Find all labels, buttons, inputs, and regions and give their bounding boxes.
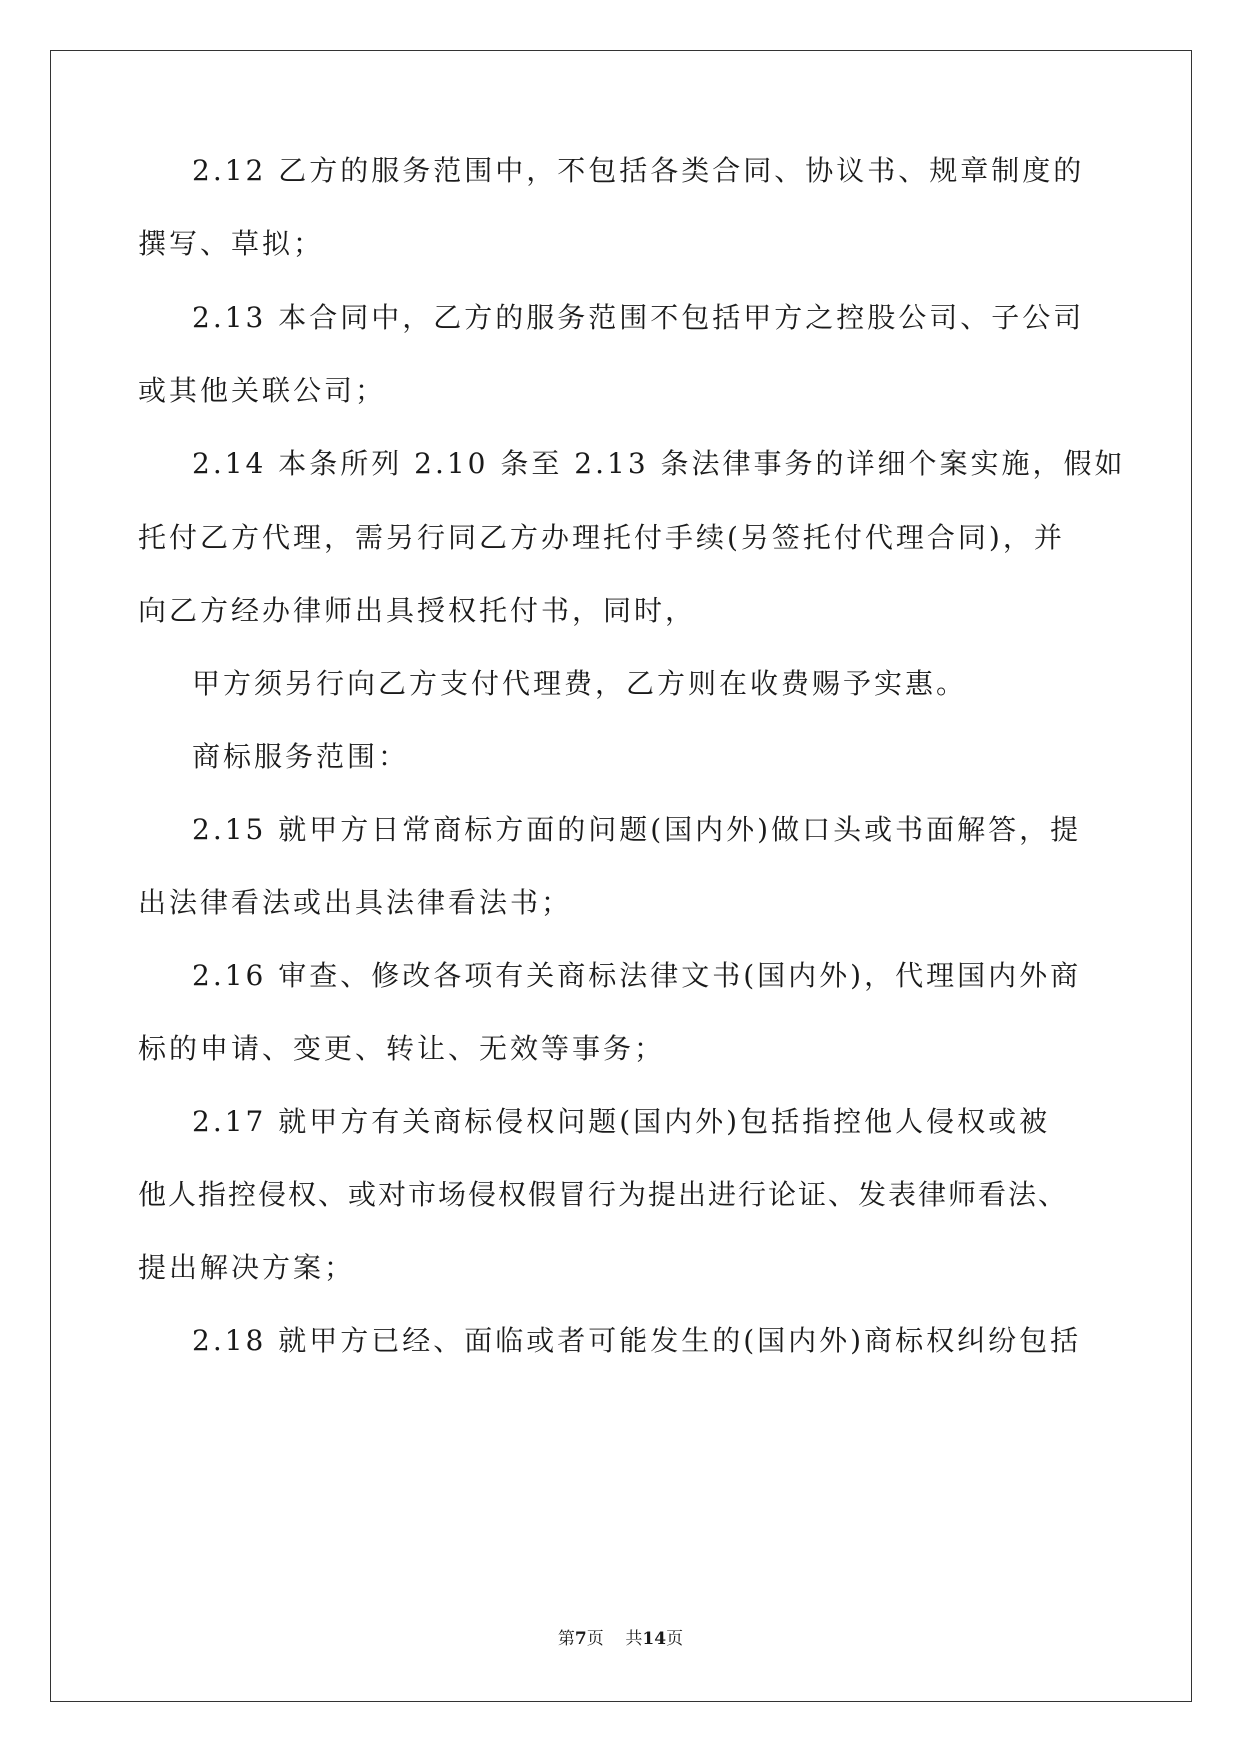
footer-total-pages: 14 bbox=[642, 1629, 667, 1649]
text-line-8: 甲方须另行向乙方支付代理费，乙方则在收费赐予实惠。 bbox=[192, 667, 968, 700]
text-line-2: 撰写、草拟； bbox=[138, 227, 325, 260]
text-line-15: 他人指控侵权、或对市场侵权假冒行为提出进行论证、发表律师看法、 bbox=[138, 1178, 1069, 1211]
text-line-17: 2.18 就甲方已经、面临或者可能发生的(国内外)商标权纠纷包括 bbox=[192, 1324, 1082, 1357]
footer-total-suffix: 页 bbox=[666, 1629, 684, 1649]
text-line-16: 提出解决方案； bbox=[138, 1251, 356, 1284]
text-line-7: 向乙方经办律师出具授权托付书，同时， bbox=[138, 594, 697, 627]
footer-total-prefix: 共 bbox=[625, 1629, 643, 1649]
text-line-6: 托付乙方代理，需另行同乙方办理托付手续(另签托付代理合同)，并 bbox=[138, 521, 1065, 554]
section-heading-trademark: 商标服务范围： bbox=[192, 740, 410, 773]
footer-page-suffix: 页 bbox=[586, 1629, 604, 1649]
footer-page-number: 7 bbox=[574, 1629, 587, 1649]
text-line-14: 2.17 就甲方有关商标侵权问题(国内外)包括指控他人侵权或被 bbox=[192, 1105, 1051, 1138]
footer-prefix: 第 bbox=[557, 1629, 575, 1649]
text-line-4: 或其他关联公司； bbox=[138, 374, 387, 407]
text-line-10: 2.15 就甲方日常商标方面的问题(国内外)做口头或书面解答，提 bbox=[192, 813, 1082, 846]
text-line-13: 标的申请、变更、转让、无效等事务； bbox=[138, 1032, 666, 1065]
text-line-11: 出法律看法或出具法律看法书； bbox=[138, 886, 573, 919]
text-line-12: 2.16 审查、修改各项有关商标法律文书(国内外)，代理国内外商 bbox=[192, 959, 1082, 992]
text-line-1: 2.12 乙方的服务范围中，不包括各类合同、协议书、规章制度的 bbox=[192, 154, 1085, 187]
page-frame bbox=[50, 50, 1192, 1702]
text-line-5: 2.14 本条所列 2.10 条至 2.13 条法律事务的详细个案实施，假如 bbox=[192, 447, 1126, 480]
text-line-3: 2.13 本合同中，乙方的服务范围不包括甲方之控股公司、子公司 bbox=[192, 301, 1085, 334]
page-footer bbox=[0, 1628, 1241, 1650]
